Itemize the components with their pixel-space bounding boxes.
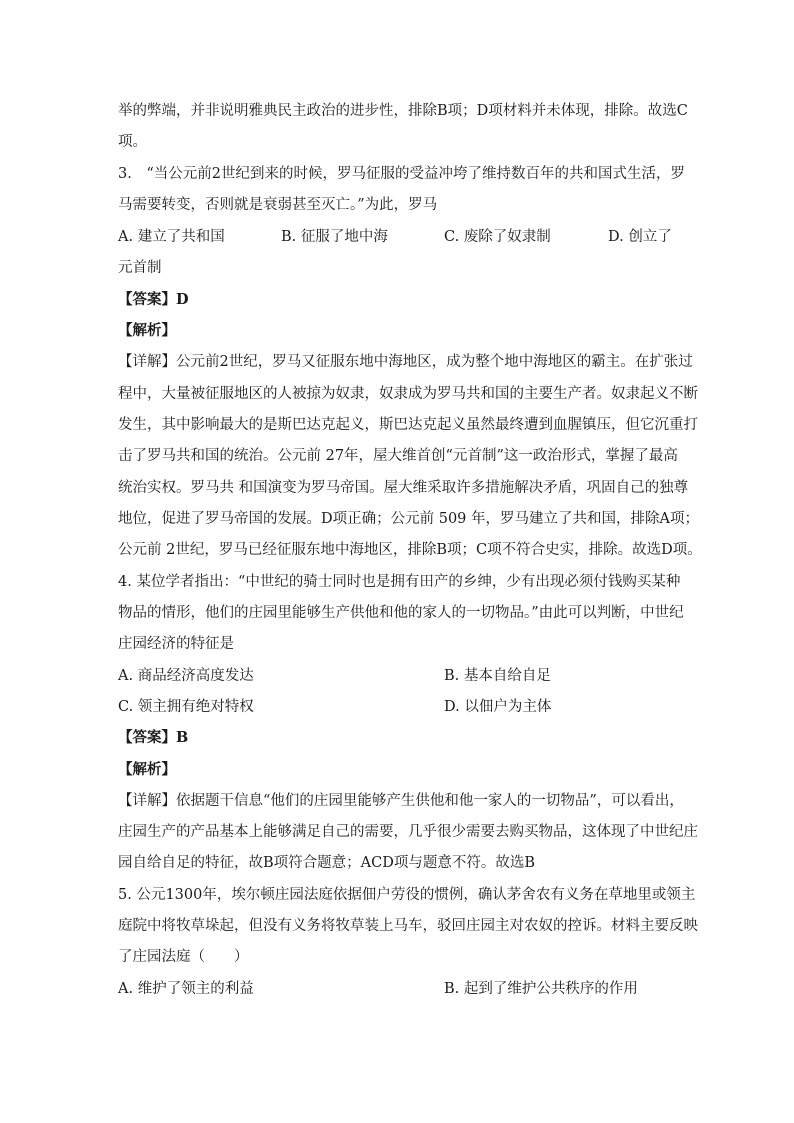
explanation-line: 击了罗马共和国的统治。公元前 27年，屋大维首创“元首制”这一政治形式，掌握了最高 xyxy=(118,448,678,464)
text-line: 项。 xyxy=(118,134,147,150)
q4-option-a: A. 商品经济高度发达 xyxy=(118,668,254,684)
question-5-stem: 庭院中将牧草垛起，但没有义务将牧草装上马车，驳回庄园主对农奴的控诉。材料主要反映 xyxy=(118,918,698,934)
q3-option-a: A. 建立了共和国 xyxy=(118,229,225,245)
explanation-line: 【详解】公元前2世纪，罗马又征服东地中海地区，成为整个地中海地区的霸主。在扩张过 xyxy=(118,354,693,370)
q3-option-b: B. 征服了地中海 xyxy=(281,229,388,245)
q4-option-b: B. 基本自给自足 xyxy=(444,668,551,684)
explanation-line: 发生，其中影响最大的是斯巴达克起义，斯巴达克起义虽然最终遭到血腥镇压，但它沉重打 xyxy=(118,417,698,433)
question-5-stem: 了庄园法庭（ ） xyxy=(118,949,249,965)
q4-option-c: C. 领主拥有绝对特权 xyxy=(118,699,254,715)
question-3-stem: 马需要转变，否则就是衰弱甚至灭亡。”为此，罗马 xyxy=(118,197,438,213)
q4-option-d: D. 以佃户为主体 xyxy=(444,699,552,715)
q3-option-c: C. 废除了奴隶制 xyxy=(444,229,551,245)
q5-option-a: A. 维护了领主的利益 xyxy=(118,981,254,997)
text-line: 举的弊端，并非说明雅典民主政治的进步性，排除B项；D项材料并未体现，排除。故选C xyxy=(118,103,688,119)
analysis-label: 【解析】 xyxy=(118,761,176,778)
explanation-line: 地位，促进了罗马帝国的发展。D项正确；公元前 509 年，罗马建立了共和国，排除A项； xyxy=(118,511,699,527)
question-4-stem: 庄园经济的特征是 xyxy=(118,636,234,652)
q3-option-d: D. 创立了 xyxy=(608,229,672,245)
question-4-stem: 物品的情形，他们的庄园里能够生产供他和他的家人的一切物品。”由此可以判断，中世纪 xyxy=(118,605,684,621)
question-3-stem: 3. “当公元前2世纪到来的时候，罗马征服的受益冲垮了维持数百年的共和国式生活，罗 xyxy=(118,166,685,182)
explanation-line: 程中，大量被征服地区的人被掠为奴隶，奴隶成为罗马共和国的主要生产者。奴隶起义不断 xyxy=(118,386,698,402)
answer-label: 【答案】D xyxy=(118,291,189,308)
question-4-stem: 4. 某位学者指出：“中世纪的骑士同时也是拥有田产的乡绅，少有出现必须付钱购买某种 xyxy=(118,574,681,590)
explanation-line: 庄园生产的产品基本上能够满足自己的需要，几乎很少需要去购买物品，这体现了中世纪庄 xyxy=(118,824,698,840)
explanation-line: 园自给自足的特征，故B项符合题意；ACD项与题意不符。故选B xyxy=(118,855,536,871)
q5-option-b: B. 起到了维护公共秩序的作用 xyxy=(444,981,638,997)
q3-option-d-continued: 元首制 xyxy=(118,260,162,276)
answer-label: 【答案】B xyxy=(118,729,189,746)
question-5-stem: 5. 公元1300年，埃尔顿庄园法庭依据佃户劳役的惯例，确认茅舍农有义务在草地里或领主 xyxy=(118,887,696,903)
explanation-line: 统治实权。罗马共 和国演变为罗马帝国。屋大维采取许多措施解决矛盾，巩固自己的独尊 xyxy=(118,480,689,496)
explanation-line: 【详解】依据题干信息“他们的庄园里能够产生供他和他一家人的一切物品”，可以看出， xyxy=(118,793,684,809)
explanation-line: 公元前 2世纪，罗马已经征服东地中海地区，排除B项；C项不符合史实，排除。故选D项。 xyxy=(118,542,702,558)
analysis-label: 【解析】 xyxy=(118,322,176,339)
